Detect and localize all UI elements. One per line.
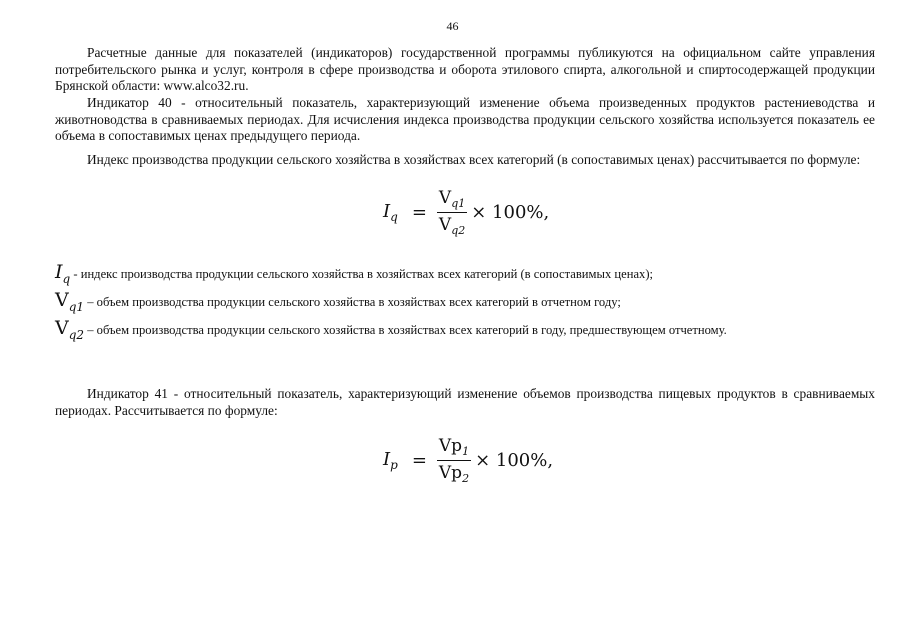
paragraph-indicator-41: Индикатор 41 - относительный показатель, характеризующий изменение объемов производства пищевых продуктов в сравниваемых периодах. Рассчитывается по формуле: [55,386,875,418]
formula-iq-numerator: $V_{q1}$ [438,188,466,210]
formula-ip-denominator: $Vp_2$ [438,463,470,486]
formula-ip-multiplier: × 100%, [475,450,554,472]
definition-iq: $I_q$ - индекс производства продукции сельского хозяйства в хозяйствах всех категорий (в сопоставимых ценах); [55,261,654,286]
formula-iq-multiplier: × 100%, [471,202,550,224]
formula-iq-denominator: $V_{q2}$ [438,215,466,238]
definition-iq-symbol: $I_q$ [55,261,71,286]
definition-vq1: $V_{q1}$ – объем производства продукции сельского хозяйства в хозяйствах всех категорий в отчетном году; [55,289,621,314]
fraction-bar [437,212,467,213]
formula-ip-fraction [437,436,471,485]
formula-iq [383,188,549,237]
paragraph-publication: Расчетные данные для показателей (индикаторов) государственной программы публикуются на официальном сайте управления потребительского рынка и услуг, контроля в сфере производства и оборота этилового спирта, алкогольной и спиртосодержащей продукции Брянской области: www.alco32.ru. [55,45,875,94]
fraction-bar [437,460,471,461]
formula-ip-numerator: $Vp_1$ [438,436,470,458]
formula-ip-lhs: $I_p$ [383,449,398,473]
definition-vq2-symbol: $V_{q2}$ [55,317,85,342]
page-number: 46 [446,19,459,33]
formula-iq-fraction [437,188,467,237]
paragraph-indicator-40: Индикатор 40 - относительный показатель, характеризующий изменение объема произведенных продуктов растениеводства и животноводства в сравниваемых периодах. Для исчисления индекса производства продукции сельского хозяйства используется показатель ее объема в сопоставимых ценах предыдущего периода. [55,95,875,144]
equals-sign: = [411,202,427,224]
definition-vq1-symbol: $V_{q1}$ [55,289,85,314]
formula-ip [383,436,553,485]
formula-iq-lhs: $I_q$ [383,201,398,225]
paragraph-index-formula-intro: Индекс производства продукции сельского хозяйства в хозяйствах всех категорий (в сопоставимых ценах) рассчитывается по формуле: [87,152,861,167]
definition-vq2: $V_{q2}$ – объем производства продукции сельского хозяйства в хозяйствах всех категорий в году, предшествующем отчетному. [55,317,727,342]
equals-sign: = [411,450,427,472]
